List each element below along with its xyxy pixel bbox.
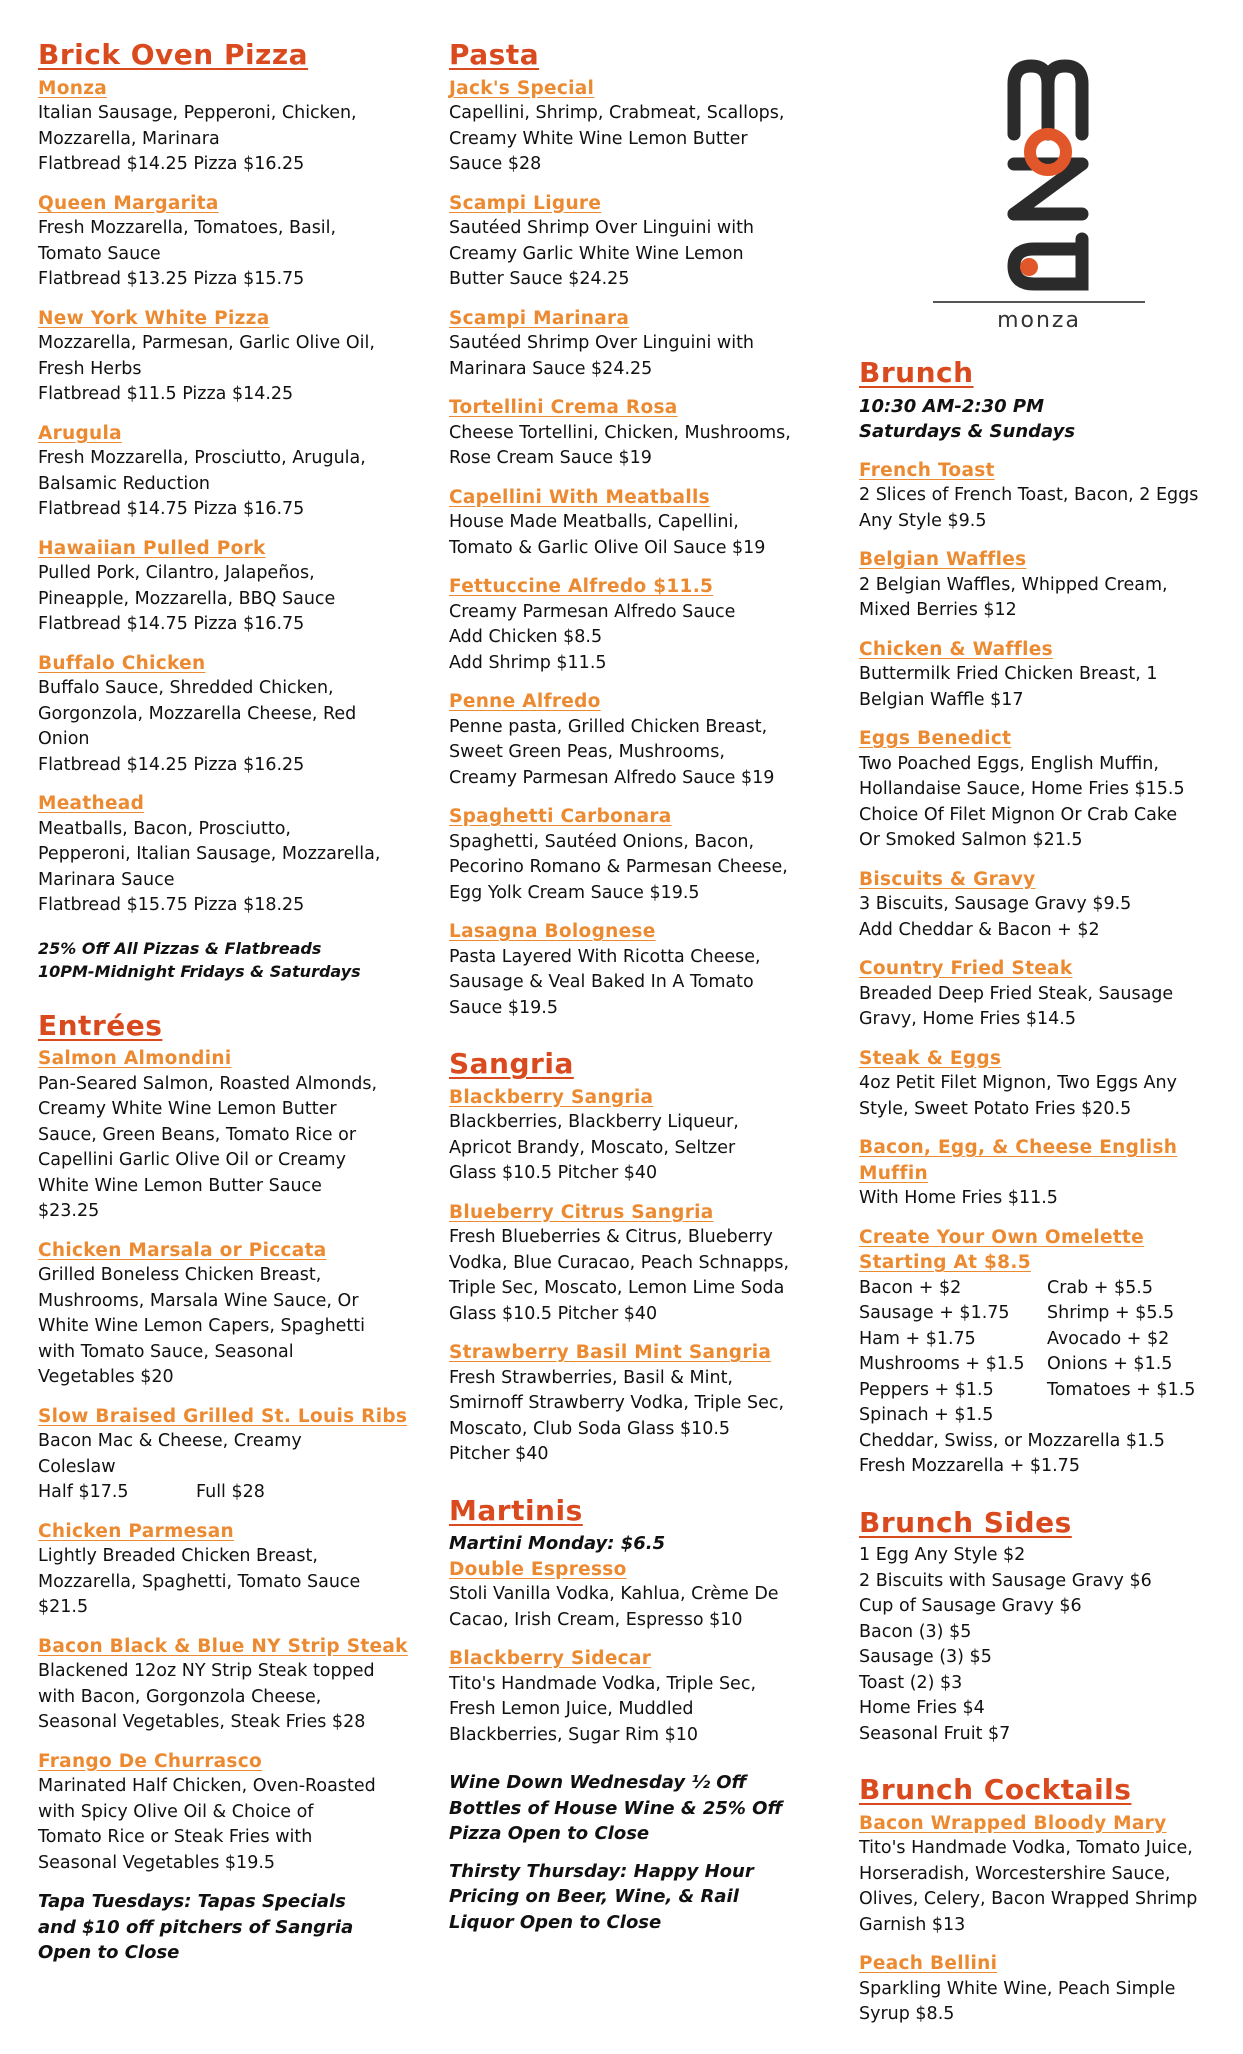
menu-item-description: House Made Meatballs, Capellini, xyxy=(449,512,739,533)
menu-item-description: Two Poached Eggs, English Muffin, xyxy=(859,753,1159,774)
menu-item-name: Bacon, Egg, & Cheese English Muffin xyxy=(859,1137,1178,1184)
menu-item-description: Fresh Lemon Juice, Muddled xyxy=(449,1699,694,1720)
section-title-entrees: Entrées xyxy=(38,1008,163,1042)
menu-item-description: With Home Fries $11.5 xyxy=(859,1188,1058,1209)
menu-item-description: Or Smoked Salmon $21.5 xyxy=(859,830,1083,851)
menu-item-description: with Tomato Sauce, Seasonal xyxy=(38,1341,294,1362)
menu-item-description: Flatbread $14.25 Pizza $16.25 xyxy=(38,154,305,175)
menu-item-name: Fettuccine Alfredo $11.5 xyxy=(449,576,714,598)
menu-item-description: Vegetables $20 xyxy=(38,1367,174,1388)
menu-item xyxy=(449,306,824,383)
menu-item-description: Hollandaise Sauce, Home Fries $15.5 xyxy=(859,779,1185,800)
section-title-pasta: Pasta xyxy=(449,38,540,71)
menu-item-description: Sauce, Green Beans, Tomato Rice or xyxy=(38,1124,357,1145)
brunch-hours xyxy=(859,394,1234,445)
thirsty-thursday-promo xyxy=(449,1859,824,1936)
omelette-addon: Avocado + $2 xyxy=(1047,1328,1170,1349)
menu-item-description: Sweet Green Peas, Mushrooms, xyxy=(449,742,725,763)
menu-item xyxy=(449,191,824,293)
menu-item-description: Pecorino Romano & Parmesan Cheese, xyxy=(449,857,788,878)
brunch-sides-list xyxy=(859,1543,1234,1747)
menu-item-description: Belgian Waffle $17 xyxy=(859,689,1024,710)
monza-logo-icon xyxy=(934,54,1144,299)
menu-item-description: Mozzarella, Marinara xyxy=(38,128,220,149)
omelette-addon: Mushrooms + $1.5 xyxy=(859,1354,1025,1375)
menu-item-description: Cheese Tortellini, Chicken, Mushrooms, xyxy=(449,422,791,443)
menu-item-name: Steak & Eggs xyxy=(859,1047,1002,1069)
menu-item-description: Marinated Half Chicken, Oven-Roasted xyxy=(38,1776,376,1797)
menu-item xyxy=(38,191,413,293)
menu-item-description: Style, Sweet Potato Fries $20.5 xyxy=(859,1098,1132,1119)
menu-item xyxy=(859,867,1234,944)
menu-item-description: Blackberries, Blackberry Liqueur, xyxy=(449,1112,739,1133)
omelette-addon: Peppers + $1.5 xyxy=(859,1379,994,1400)
menu-item-description: Tito's Handmade Vodka, Tomato Juice, xyxy=(859,1838,1193,1859)
menu-item-description: Creamy Parmesan Alfredo Sauce $19 xyxy=(449,767,775,788)
menu-item-description: Apricot Brandy, Moscato, Seltzer xyxy=(449,1137,736,1158)
menu-item-price-row xyxy=(38,1480,413,1506)
menu-item-description: 3 Biscuits, Sausage Gravy $9.5 xyxy=(859,894,1132,915)
menu-item xyxy=(38,306,413,408)
entrees-promo-line: and $10 off pitchers of Sangria xyxy=(38,1916,354,1938)
side-item: Toast (2) $3 xyxy=(859,1672,963,1693)
menu-item-description: Horseradish, Worcestershire Sauce, xyxy=(859,1863,1171,1884)
side-item: Sausage (3) $5 xyxy=(859,1647,992,1668)
menu-item-description: Fresh Herbs xyxy=(38,358,142,379)
menu-item-description: $21.5 xyxy=(38,1597,89,1618)
menu-item-description: Balsamic Reduction xyxy=(38,473,211,494)
menu-item-description: Fresh Mozzarella, Prosciutto, Arugula, xyxy=(38,448,366,469)
menu-item-name: Spaghetti Carbonara xyxy=(449,806,672,828)
section-title-brunch-sides: Brunch Sides xyxy=(859,1505,1072,1539)
menu-item-description: Add Shrimp $11.5 xyxy=(449,652,607,673)
menu-item-description: Any Style $9.5 xyxy=(859,510,987,531)
section-sangria xyxy=(449,1047,824,1468)
menu-item-price-full: Full $28 xyxy=(196,1482,265,1503)
menu-item-description: Blackened 12oz NY Strip Steak topped xyxy=(38,1661,375,1682)
brunch-cocktail-items xyxy=(859,1811,1234,2028)
menu-item-name: Strawberry Basil Mint Sangria xyxy=(449,1342,772,1364)
menu-item-description: Seasonal Vegetables, Steak Fries $28 xyxy=(38,1712,366,1733)
brunch-items xyxy=(859,458,1234,1212)
menu-item-name: Frango De Churrasco xyxy=(38,1750,263,1772)
menu-item-name: Chicken Parmesan xyxy=(38,1520,234,1542)
menu-item xyxy=(449,574,824,676)
menu-item-price-half: Half $17.5 xyxy=(38,1482,129,1503)
entree-items xyxy=(38,1046,413,1876)
menu-item-description: Tomato & Garlic Olive Oil Sauce $19 xyxy=(449,537,766,558)
menu-item-name: Monza xyxy=(38,77,108,99)
side-item: Bacon (3) $5 xyxy=(859,1621,972,1642)
menu-item xyxy=(449,1557,824,1634)
menu-item-name: Peach Bellini xyxy=(859,1953,998,1975)
menu-item xyxy=(449,1085,824,1187)
menu-item xyxy=(859,547,1234,624)
martini-items xyxy=(449,1557,824,1749)
menu-item-name: Queen Margarita xyxy=(38,192,219,214)
section-brunch xyxy=(859,356,1234,1480)
menu-item xyxy=(449,395,824,472)
menu-item xyxy=(38,1046,413,1225)
menu-item xyxy=(449,689,824,791)
menu-item-description: Sauce $19.5 xyxy=(449,997,558,1018)
menu-item-description: Capellini, Shrimp, Crabmeat, Scallops, xyxy=(449,103,785,124)
menu-item-description: with Bacon, Gorgonzola Cheese, xyxy=(38,1686,322,1707)
side-item: 2 Biscuits with Sausage Gravy $6 xyxy=(859,1570,1152,1591)
menu-item-description: Mozzarella, Spaghetti, Tomato Sauce xyxy=(38,1571,361,1592)
menu-item xyxy=(38,421,413,523)
menu-item-description: Sauce $28 xyxy=(449,154,542,175)
omelette-item xyxy=(859,1225,1234,1480)
menu-item-name: New York White Pizza xyxy=(38,307,270,329)
menu-item-description: Syrup $8.5 xyxy=(859,2004,955,2025)
menu-item-name: Slow Braised Grilled St. Louis Ribs xyxy=(38,1405,408,1427)
menu-item xyxy=(859,726,1234,854)
menu-item xyxy=(449,76,824,178)
menu-item-name: Biscuits & Gravy xyxy=(859,868,1036,890)
menu-item-description: Creamy White Wine Lemon Butter xyxy=(449,128,748,149)
menu-item-description: Pan-Seared Salmon, Roasted Almonds, xyxy=(38,1073,378,1094)
menu-item xyxy=(38,1238,413,1391)
pizza-promo-line: 10PM-Midnight Fridays & Saturdays xyxy=(38,961,361,981)
menu-item-description: Marinara Sauce $24.25 xyxy=(449,358,653,379)
menu-item xyxy=(449,804,824,906)
menu-item-description: White Wine Lemon Capers, Spaghetti xyxy=(38,1316,366,1337)
menu-item-name: Tortellini Crema Rosa xyxy=(449,397,678,419)
menu-item-name: Bacon Black & Blue NY Strip Steak xyxy=(38,1635,408,1657)
menu-column-right xyxy=(859,38,1234,2054)
omelette-addon: Sausage + $1.75 xyxy=(859,1303,1010,1324)
menu-item-description: Sausage & Veal Baked In A Tomato xyxy=(449,972,754,993)
menu-item xyxy=(859,1811,1234,1939)
menu-item-description: Tito's Handmade Vodka, Triple Sec, xyxy=(449,1673,757,1694)
menu-item-description: Flatbread $15.75 Pizza $18.25 xyxy=(38,895,305,916)
menu-item-description: Egg Yolk Cream Sauce $19.5 xyxy=(449,882,700,903)
menu-item-name: Blackberry Sangria xyxy=(449,1086,654,1108)
omelette-title: Create Your Own Omelette Starting At $8.5 xyxy=(859,1226,1145,1274)
menu-item-description: Triple Sec, Moscato, Lemon Lime Soda xyxy=(449,1278,785,1299)
side-item: Home Fries $4 xyxy=(859,1698,985,1719)
menu-item-description: Smirnoff Strawberry Vodka, Triple Sec, xyxy=(449,1393,785,1414)
menu-item-description: Grilled Boneless Chicken Breast, xyxy=(38,1265,322,1286)
menu-item-name: French Toast xyxy=(859,459,995,481)
omelette-addon: Tomatoes + $1.5 xyxy=(1047,1379,1196,1400)
pizza-items xyxy=(38,76,413,919)
menu-item xyxy=(859,956,1234,1033)
omelette-addon: Shrimp + $5.5 xyxy=(1047,1303,1175,1324)
section-title-brunch: Brunch xyxy=(859,356,974,389)
menu-item xyxy=(449,485,824,562)
menu-item-description: Seasonal Vegetables $19.5 xyxy=(38,1852,276,1873)
menu-item-description: Pineapple, Mozzarella, BBQ Sauce xyxy=(38,588,336,609)
menu-column-middle xyxy=(449,38,824,1961)
menu-item-description: Glass $10.5 Pitcher $40 xyxy=(449,1303,658,1324)
section-martinis xyxy=(449,1494,824,1936)
omelette-addon: Bacon + $2 xyxy=(859,1277,962,1298)
section-title-sangria: Sangria xyxy=(449,1047,574,1081)
menu-item-description: Breaded Deep Fried Steak, Sausage xyxy=(859,983,1174,1004)
entrees-promo xyxy=(38,1889,413,1966)
menu-item-name: Blueberry Citrus Sangria xyxy=(449,1201,714,1223)
menu-item-description: Creamy Parmesan Alfredo Sauce xyxy=(449,601,736,622)
brunch-hours-line: 10:30 AM-2:30 PM xyxy=(859,395,1045,417)
pasta-items xyxy=(449,76,824,1022)
menu-item-description: 4oz Petit Filet Mignon, Two Eggs Any xyxy=(859,1073,1177,1094)
menu-item xyxy=(38,1519,413,1621)
menu-item-description: Fresh Blueberries & Citrus, Blueberry xyxy=(449,1227,773,1248)
side-item: Cup of Sausage Gravy $6 xyxy=(859,1596,1082,1617)
menu-item xyxy=(859,1046,1234,1123)
menu-item-description: $23.25 xyxy=(38,1201,100,1222)
menu-item-description: Sparkling White Wine, Peach Simple xyxy=(859,1978,1176,1999)
menu-item-name: Meathead xyxy=(38,793,145,815)
menu-item-name: Capellini With Meatballs xyxy=(449,486,710,508)
menu-item-description: Penne pasta, Grilled Chicken Breast, xyxy=(449,716,768,737)
menu-item-description: Pasta Layered With Ricotta Cheese, xyxy=(449,946,761,967)
menu-column-left xyxy=(38,38,413,1992)
pizza-promo xyxy=(38,937,413,983)
section-pizza xyxy=(38,38,413,983)
menu-item-description: Blackberries, Sugar Rim $10 xyxy=(449,1724,698,1745)
menu-item xyxy=(449,919,824,1021)
menu-item-description: Mixed Berries $12 xyxy=(859,600,1017,621)
pizza-promo-line: 25% Off All Pizzas & Flatbreads xyxy=(38,938,322,958)
omelette-addon: Ham + $1.75 xyxy=(859,1328,976,1349)
menu-item-description: Cacao, Irish Cream, Espresso $10 xyxy=(449,1609,743,1630)
menu-item xyxy=(38,1634,413,1736)
omelette-extra: Cheddar, Swiss, or Mozzarella $1.5 xyxy=(859,1430,1165,1451)
menu-item-description: Moscato, Club Soda Glass $10.5 xyxy=(449,1418,731,1439)
menu-item-description: Gravy, Home Fries $14.5 xyxy=(859,1009,1076,1030)
menu-item-description: Pepperoni, Italian Sausage, Mozzarella, xyxy=(38,844,381,865)
martini-monday: Martini Monday: $6.5 xyxy=(449,1533,666,1555)
menu-item-name: Jack's Special xyxy=(449,77,595,99)
menu-item-name: Buffalo Chicken xyxy=(38,652,206,674)
menu-item-name: Blackberry Sidecar xyxy=(449,1648,652,1670)
menu-item-description: Stoli Vanilla Vodka, Kahlua, Crème De xyxy=(449,1584,779,1605)
menu-item-description: Italian Sausage, Pepperoni, Chicken, xyxy=(38,103,357,124)
menu-item-name: Chicken & Waffles xyxy=(859,638,1053,660)
menu-item-name: Lasagna Bolognese xyxy=(449,921,656,943)
omelette-addons-right xyxy=(1047,1276,1207,1404)
menu-item-description: Pitcher $40 xyxy=(449,1444,549,1465)
menu-item-description: Lightly Breaded Chicken Breast, xyxy=(38,1546,318,1567)
section-title-martinis: Martinis xyxy=(449,1493,583,1527)
menu-item xyxy=(38,536,413,638)
menu-item-description: Gorgonzola, Mozzarella Cheese, Red xyxy=(38,703,357,724)
menu-item-description: Creamy Garlic White Wine Lemon xyxy=(449,243,744,264)
menu-item-name: Belgian Waffles xyxy=(859,549,1027,571)
menu-item-description: Garnish $13 xyxy=(859,1914,966,1935)
omelette-extra: Spinach + $1.5 xyxy=(859,1405,994,1426)
menu-item-description: Flatbread $14.75 Pizza $16.75 xyxy=(38,614,305,635)
menu-item-name: Eggs Benedict xyxy=(859,728,1012,750)
menu-item-description: Flatbread $14.25 Pizza $16.25 xyxy=(38,754,305,775)
menu-item-description: Buffalo Sauce, Shredded Chicken, xyxy=(38,678,334,699)
menu-item-description: Vodka, Blue Curacao, Peach Schnapps, xyxy=(449,1252,790,1273)
menu-item-name: Scampi Marinara xyxy=(449,307,630,329)
menu-item-description: Mushrooms, Marsala Wine Sauce, Or xyxy=(38,1290,359,1311)
menu-item-name: Scampi Ligure xyxy=(449,192,602,214)
menu-item-description: Tomato Rice or Steak Fries with xyxy=(38,1827,313,1848)
omelette-addon: Crab + $5.5 xyxy=(1047,1277,1153,1298)
menu-item-description: Creamy White Wine Lemon Butter xyxy=(38,1099,337,1120)
menu-item-description: Bacon Mac & Cheese, Creamy xyxy=(38,1431,302,1452)
menu-item-description: 2 Slices of French Toast, Bacon, 2 Eggs xyxy=(859,485,1199,506)
thursday-promo-line: Pricing on Beer, Wine, & Rail xyxy=(449,1886,739,1908)
side-item: 1 Egg Any Style $2 xyxy=(859,1545,1026,1566)
wine-promo-line: Bottles of House Wine & 25% Off xyxy=(449,1797,783,1819)
brunch-hours-line: Saturdays & Sundays xyxy=(859,421,1076,443)
menu-item xyxy=(859,1951,1234,2028)
menu-item-name: Salmon Almondini xyxy=(38,1048,232,1070)
omelette-addons xyxy=(859,1276,1234,1404)
menu-item xyxy=(38,651,413,779)
wine-promo-line: Pizza Open to Close xyxy=(449,1823,650,1845)
entrees-promo-line: Open to Close xyxy=(38,1942,180,1964)
menu-item-name: Penne Alfredo xyxy=(449,691,601,713)
wine-promo-line: Wine Down Wednesday ½ Off xyxy=(449,1772,747,1794)
menu-item-description: Sautéed Shrimp Over Linguini with xyxy=(449,333,755,354)
menu-item-description: Add Chicken $8.5 xyxy=(449,627,603,648)
menu-item-description: Capellini Garlic Olive Oil or Creamy xyxy=(38,1150,346,1171)
menu-item-name: Double Espresso xyxy=(449,1558,627,1580)
thursday-promo-line: Thirsty Thursday: Happy Hour xyxy=(449,1860,754,1882)
monza-logo xyxy=(859,38,1234,338)
menu-item xyxy=(859,1135,1234,1212)
menu-item-description: Tomato Sauce xyxy=(38,243,161,264)
menu-item xyxy=(859,458,1234,535)
menu-item xyxy=(859,637,1234,714)
menu-item-description: Onion xyxy=(38,729,90,750)
menu-item-description: Meatballs, Bacon, Prosciutto, xyxy=(38,818,291,839)
menu-item-description: Marinara Sauce xyxy=(38,869,175,890)
side-item: Seasonal Fruit $7 xyxy=(859,1723,1011,1744)
menu-item-description: Spaghetti, Sautéed Onions, Bacon, xyxy=(449,831,755,852)
menu-item-description: Fresh Strawberries, Basil & Mint, xyxy=(449,1367,733,1388)
entrees-promo-line: Tapa Tuesdays: Tapas Specials xyxy=(38,1891,346,1913)
omelette-addons-left xyxy=(859,1276,1047,1404)
menu-item-description: Fresh Mozzarella, Tomatoes, Basil, xyxy=(38,218,337,239)
omelette-addon: Onions + $1.5 xyxy=(1047,1354,1173,1375)
sangria-items xyxy=(449,1085,824,1468)
menu-item-description: Flatbread $11.5 Pizza $14.25 xyxy=(38,384,294,405)
menu-item-description: Mozzarella, Parmesan, Garlic Olive Oil, xyxy=(38,333,375,354)
section-entrees xyxy=(38,1009,413,1966)
menu-item-name: Hawaiian Pulled Pork xyxy=(38,537,266,559)
wine-wednesday-promo xyxy=(449,1770,824,1847)
menu-item xyxy=(38,76,413,178)
menu-item xyxy=(449,1200,824,1328)
menu-item-description: Rose Cream Sauce $19 xyxy=(449,448,652,469)
thursday-promo-line: Liquor Open to Close xyxy=(449,1911,662,1933)
menu-item-description: 2 Belgian Waffles, Whipped Cream, xyxy=(859,574,1168,595)
menu-item-description: Flatbread $14.75 Pizza $16.75 xyxy=(38,499,305,520)
menu-item xyxy=(38,791,413,919)
section-title-brunch-cocktails: Brunch Cocktails xyxy=(859,1773,1132,1807)
logo-rule xyxy=(933,301,1145,303)
menu-item-description: Flatbread $13.25 Pizza $15.75 xyxy=(38,269,305,290)
menu-item-description: Coleslaw xyxy=(38,1456,116,1477)
menu-item-name: Chicken Marsala or Piccata xyxy=(38,1239,327,1261)
section-brunch-sides xyxy=(859,1506,1234,1748)
menu-item-description: with Spicy Olive Oil & Choice of xyxy=(38,1801,314,1822)
menu-item xyxy=(38,1404,413,1506)
menu-item xyxy=(449,1646,824,1748)
section-title-pizza: Brick Oven Pizza xyxy=(38,38,309,71)
menu-item-description: Sautéed Shrimp Over Linguini with xyxy=(449,218,755,239)
menu-item xyxy=(449,1340,824,1468)
menu-item-description: Pulled Pork, Cilantro, Jalapeños, xyxy=(38,563,315,584)
menu-item-name: Arugula xyxy=(38,422,122,444)
logo-wordmark: monza xyxy=(997,308,1081,333)
section-brunch-cocktails xyxy=(859,1773,1234,2028)
omelette-extra: Fresh Mozzarella + $1.75 xyxy=(859,1456,1080,1477)
menu-item-description: Butter Sauce $24.25 xyxy=(449,269,630,290)
menu-item-description: Add Cheddar & Bacon + $2 xyxy=(859,919,1100,940)
menu-item-description: Choice Of Filet Mignon Or Crab Cake xyxy=(859,804,1178,825)
menu-item-name: Country Fried Steak xyxy=(859,958,1073,980)
menu-item xyxy=(38,1749,413,1877)
menu-item-description: Glass $10.5 Pitcher $40 xyxy=(449,1163,658,1184)
menu-item-description: Olives, Celery, Bacon Wrapped Shrimp xyxy=(859,1889,1198,1910)
menu-item-name: Bacon Wrapped Bloody Mary xyxy=(859,1812,1167,1834)
section-pasta xyxy=(449,38,824,1021)
menu-item-description: White Wine Lemon Butter Sauce xyxy=(38,1175,322,1196)
menu-item-description: Buttermilk Fried Chicken Breast, 1 xyxy=(859,664,1158,685)
